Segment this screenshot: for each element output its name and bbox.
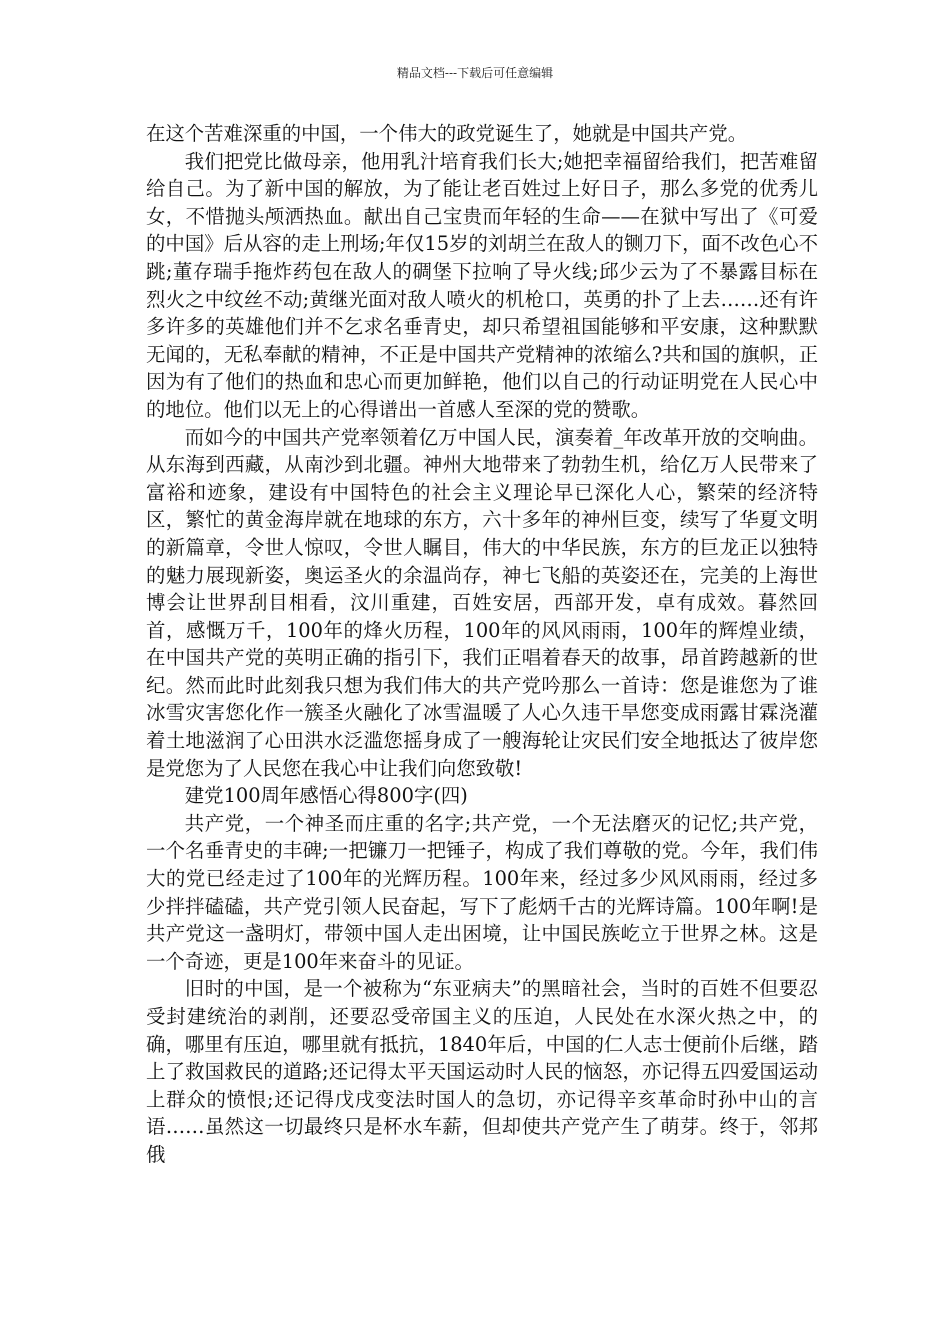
document-body bbox=[146, 120, 818, 1169]
paragraph: 我们把党比做母亲，他用乳汁培育我们长大;她把幸福留给我们，把苦难留给自己。为了新中国的解放，为了能让老百姓过上好日子，那么多党的优秀儿女，不惜抛头颅洒热血。献出自己宝贵而年轻的生命——在狱中写出了《可爱的中国》后从容的走上刑场;年仅15岁的刘胡兰在敌人的铡刀下，面不改色心不跳;董存瑞手拖炸药包在敌人的碉堡下拉响了导火线;邱少云为了不暴露目标在烈火之中纹丝不动;黄继光面对敌人喷火的机枪口，英勇的扑了上去……还有许多许多的英雄他们并不乞求名垂青史，却只希望祖国能够和平安康，这种默默无闻的，无私奉献的精神，不正是中国共产党精神的浓缩么?共和国的旗帜，正因为有了他们的热血和忠心而更加鲜艳，他们以自己的行动证明党在人民心中的地位。他们以无上的心得谱出一首感人至深的党的赞歌。 bbox=[146, 149, 818, 421]
page-header: 精品文档---下载后可任意编辑 bbox=[396, 66, 554, 80]
paragraph: 而如今的中国共产党率领着亿万中国人民，演奏着_年改革开放的交响曲。从东海到西藏，从南沙到北疆。神州大地带来了勃勃生机，给亿万人民带来了富裕和迹象，建设有中国特色的社会主义理论早已深化人心，繁荣的经济特区，繁忙的黄金海岸就在地球的东方，六十多年的神州巨变，续写了华夏文明的新篇章，令世人惊叹，令世人瞩目，伟大的中华民族，东方的巨龙正以独特的魅力展现新姿，奥运圣火的余温尚存，神七飞船的英姿还在，完美的上海世博会让世界刮目相看，汶川重建，百姓安居，西部开发，卓有成效。暮然回首，感慨万千，100年的烽火历程，100年的风风雨雨，100年的辉煌业绩，在中国共产党的英明正确的指引下，我们正唱着春天的故事，昂首跨越新的世纪。然而此时此刻我只想为我们伟大的共产党吟那么一首诗：您是谁您为了谁冰雪灾害您化作一簇圣火融化了冰雪温暖了人心久违干旱您变成雨露甘霖浇灌着土地滋润了心田洪水泛滥您摇身成了一艘海轮让灾民们安全地抵达了彼岸您是党您为了人民您在我心中让我们向您致敬! bbox=[146, 425, 818, 780]
section-heading: 建党100周年感悟心得800字(四) bbox=[184, 784, 468, 808]
paragraph: 旧时的中国，是一个被称为“东亚病夫”的黑暗社会，当时的百姓不但要忍受封建统治的剥削，还要忍受帝国主义的压迫，人民处在水深火热之中，的确，哪里有压迫，哪里就有抵抗，1840年后，中国的仁人志士便前仆后继，踏上了救国救民的道路;还记得太平天国运动时人民的恼怒，亦记得五四爱国运动上群众的愤恨;还记得戊戌变法时国人的急切，亦记得辛亥革命时孙中山的言语……虽然这一切最终只是杯水车薪，但却使共产党产生了萌芽。终于，邻邦俄 bbox=[146, 977, 818, 1166]
paragraph: 共产党，一个神圣而庄重的名字;共产党，一个无法磨灭的记忆;共产党，一个名垂青史的丰碑;一把镰刀一把锤子，构成了我们尊敬的党。今年，我们伟大的党已经走过了100年的光辉历程。100年来，经过多少风风雨雨，经过多少拌拌磕磕，共产党引领人民奋起，写下了彪炳千古的光辉诗篇。100年啊!是共产党这一盏明灯，带领中国人走出困境，让中国民族屹立于世界之林。这是一个奇迹，更是100年来奋斗的见证。 bbox=[146, 811, 818, 973]
paragraph-continuation: 在这个苦难深重的中国，一个伟大的政党诞生了，她就是中国共产党。 bbox=[146, 122, 748, 145]
